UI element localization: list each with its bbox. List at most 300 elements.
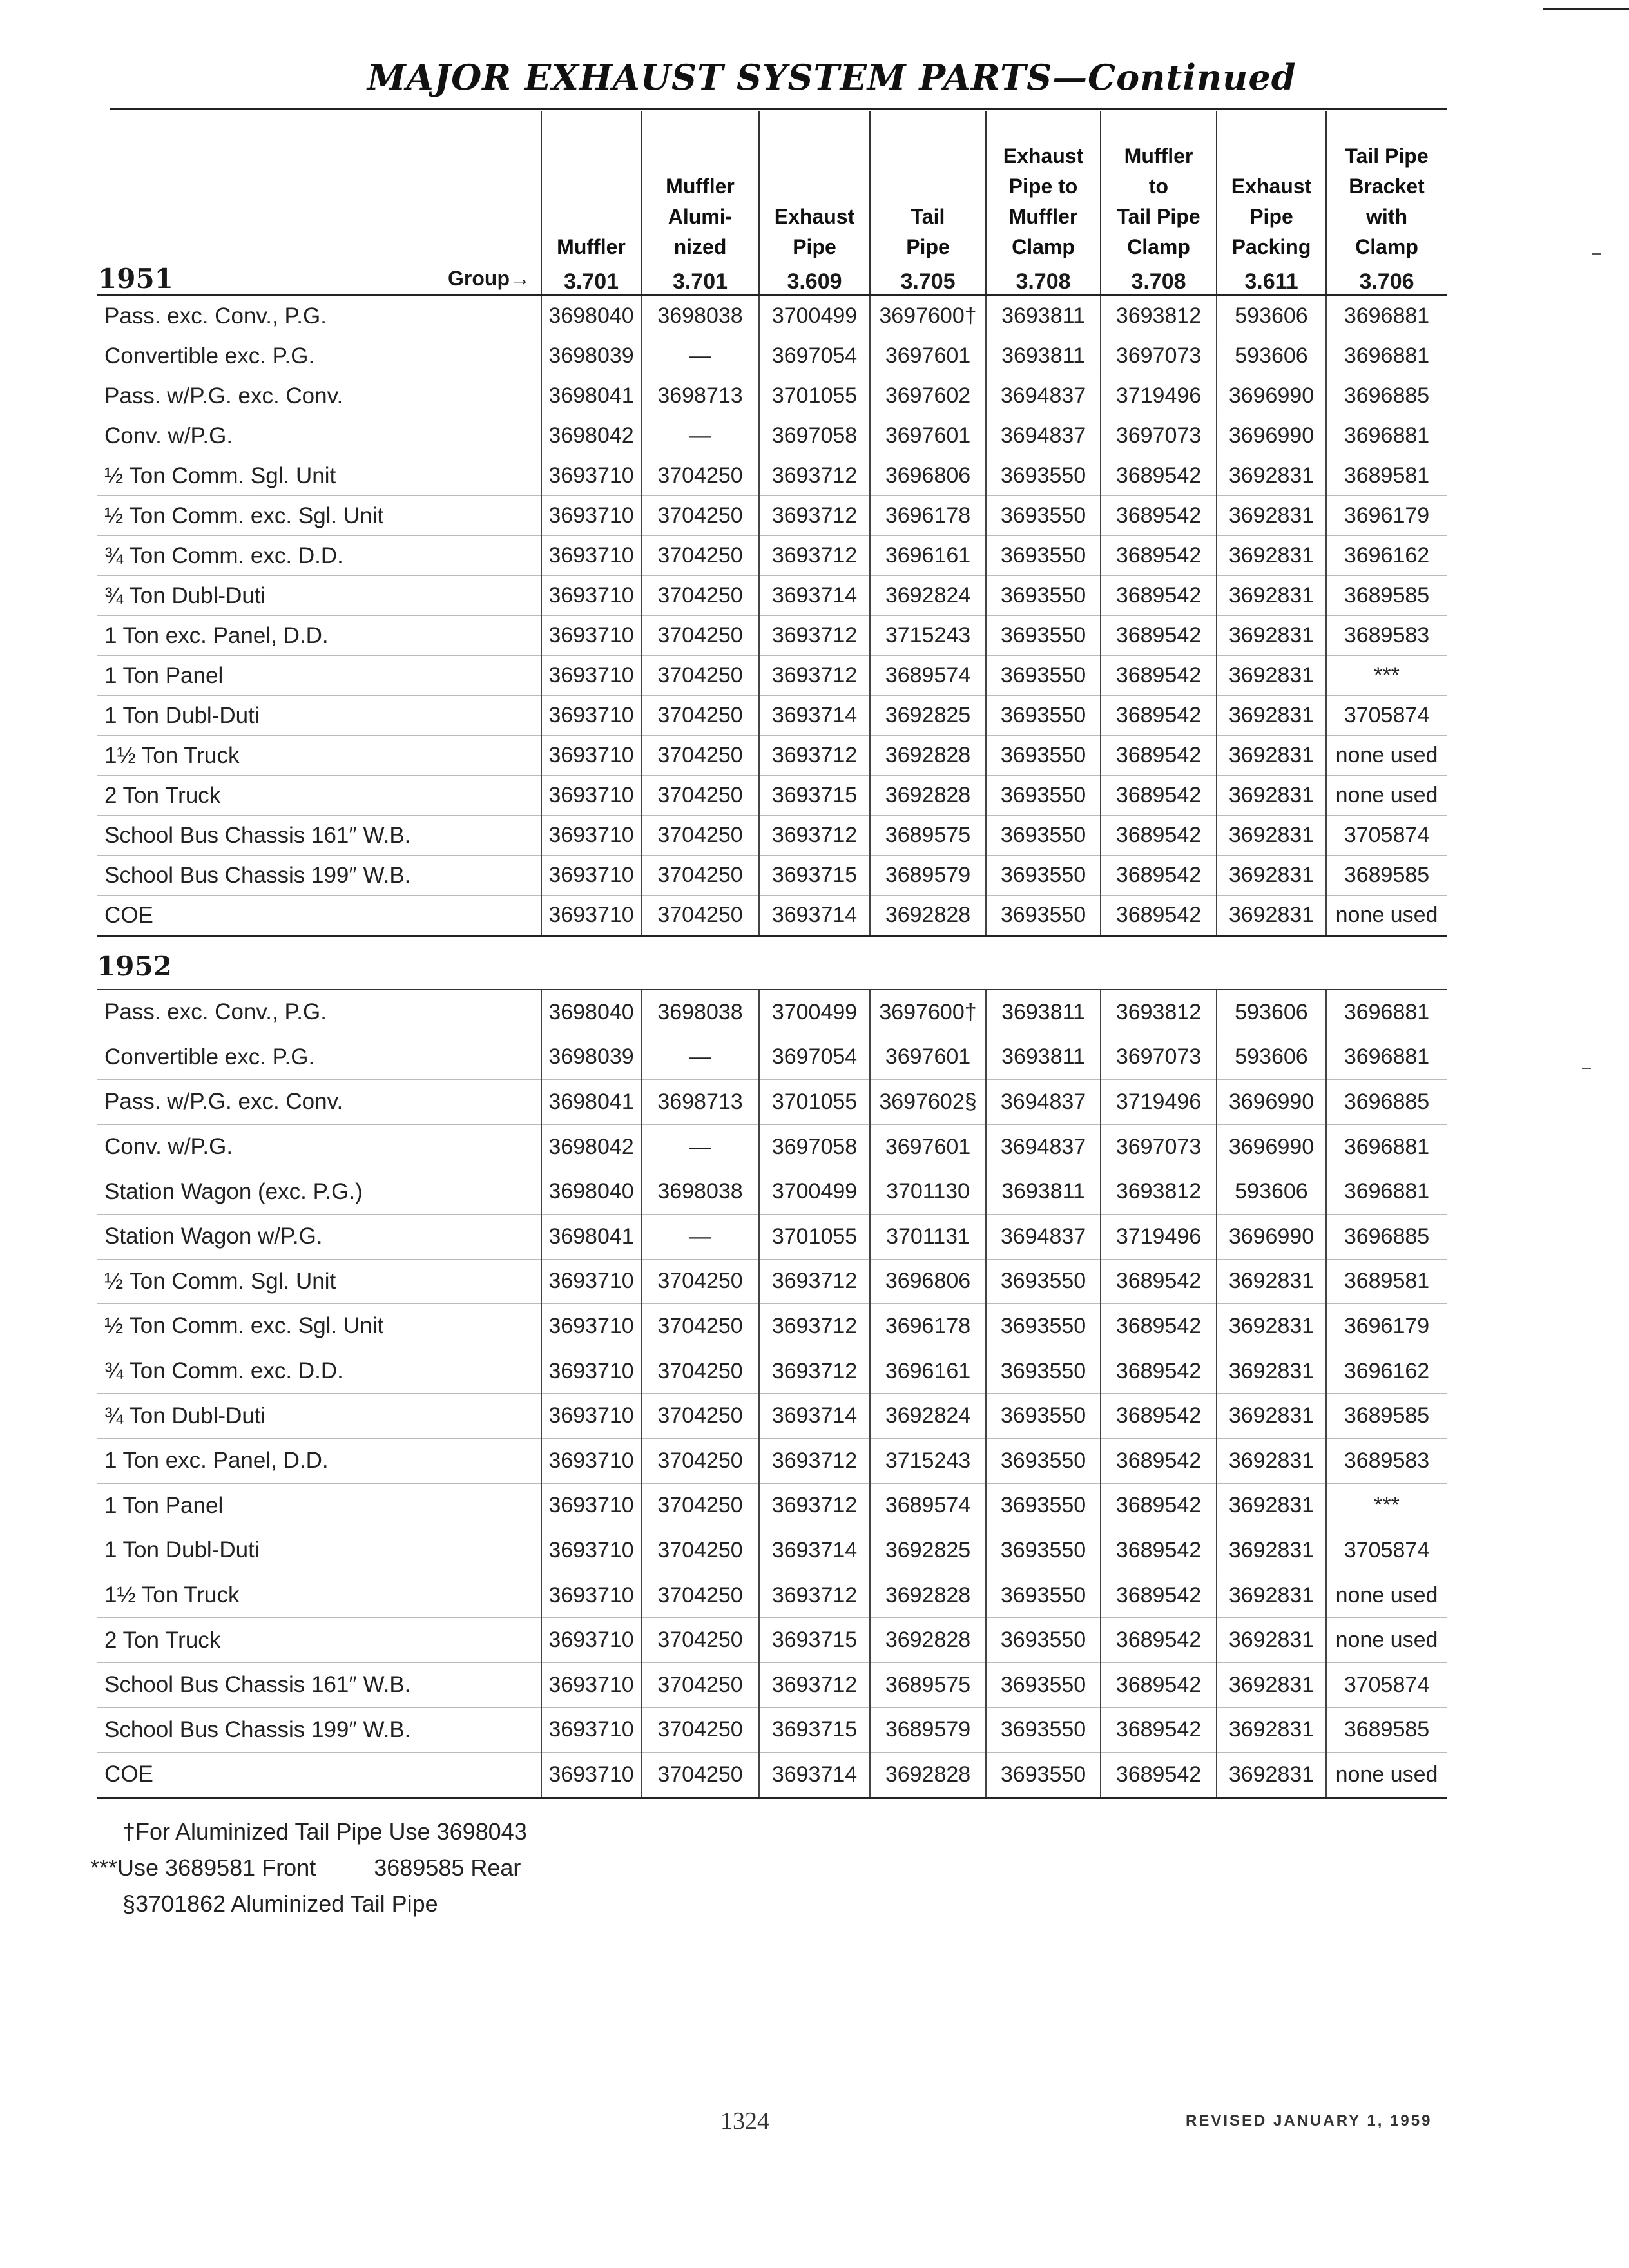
- part-number-cell: 3696162: [1326, 536, 1447, 576]
- part-number-cell: 3696885: [1326, 1080, 1447, 1125]
- part-number-cell: 3696162: [1326, 1349, 1447, 1394]
- part-number-cell: 3704250: [641, 1394, 759, 1439]
- part-number-cell: 3693714: [759, 1753, 870, 1798]
- part-number-cell: 3693710: [541, 656, 641, 696]
- part-number-cell: 3704250: [641, 1618, 759, 1663]
- column-header-line: Tail Pipe: [1117, 205, 1200, 228]
- part-number-cell: 3693550: [986, 536, 1101, 576]
- part-number-cell: 3693550: [986, 656, 1101, 696]
- part-number-cell: 3698040: [541, 296, 641, 336]
- table-body-1952: [97, 990, 1447, 1798]
- row-label: Convertible exc. P.G.: [97, 1035, 541, 1080]
- part-number-cell: 3693710: [541, 736, 641, 776]
- part-number-cell: 3689585: [1326, 1394, 1447, 1439]
- part-number-cell: 3693550: [986, 1483, 1101, 1528]
- part-number-cell: 3693710: [541, 1618, 641, 1663]
- part-number-cell: 3693550: [986, 1528, 1101, 1573]
- part-number-cell: 3693710: [541, 536, 641, 576]
- part-number-cell: 3696881: [1326, 336, 1447, 376]
- part-number-cell: none used: [1326, 776, 1447, 816]
- part-number-cell: 3692825: [870, 1528, 986, 1573]
- part-number-cell: 3704250: [641, 1528, 759, 1573]
- part-number-cell: 3693550: [986, 856, 1101, 896]
- part-number-cell: 3697054: [759, 1035, 870, 1080]
- title-rule: [110, 108, 1447, 110]
- part-number-cell: 3693712: [759, 1304, 870, 1349]
- part-number-cell: 3697073: [1101, 1035, 1217, 1080]
- part-number-cell: 3693811: [986, 990, 1101, 1035]
- part-number-cell: 3697600†: [870, 990, 986, 1035]
- part-number-cell: 3692831: [1217, 1304, 1326, 1349]
- part-number-cell: 3693550: [986, 1753, 1101, 1798]
- part-number-cell: 3693710: [541, 1573, 641, 1618]
- column-header-line: Exhaust: [1231, 175, 1312, 198]
- part-number-cell: 3689542: [1101, 616, 1217, 656]
- row-label: Station Wagon (exc. P.G.): [97, 1169, 541, 1215]
- part-number-cell: 3693710: [541, 856, 641, 896]
- row-label: School Bus Chassis 199″ W.B.: [97, 1707, 541, 1753]
- group-number: 3.705: [870, 262, 986, 296]
- part-number-cell: 3693550: [986, 1304, 1101, 1349]
- part-number-cell: 3698038: [641, 296, 759, 336]
- row-label: 1 Ton Panel: [97, 1483, 541, 1528]
- part-number-cell: 3696881: [1326, 990, 1447, 1035]
- part-number-cell: 3704250: [641, 1662, 759, 1707]
- row-label: 1 Ton Dubl-Duti: [97, 696, 541, 736]
- column-header-line: Pipe: [793, 235, 836, 258]
- part-number-cell: 3693714: [759, 1528, 870, 1573]
- part-number-cell: 3696990: [1217, 1124, 1326, 1169]
- table-row: [97, 616, 1447, 656]
- table-row: [97, 336, 1447, 376]
- part-number-cell: 3693710: [541, 696, 641, 736]
- column-header-line: nized: [673, 235, 727, 258]
- table-row: [97, 576, 1447, 616]
- part-number-cell: 3694837: [986, 1080, 1101, 1125]
- part-number-cell: 3693550: [986, 496, 1101, 536]
- part-number-cell: 3700499: [759, 990, 870, 1035]
- page-title: MAJOR EXHAUST SYSTEM PARTS—Continued: [367, 57, 1296, 98]
- column-header-line: Pipe to: [1008, 175, 1078, 198]
- part-number-cell: 3697058: [759, 416, 870, 456]
- part-number-cell: 3689542: [1101, 1304, 1217, 1349]
- row-label: 1 Ton exc. Panel, D.D.: [97, 616, 541, 656]
- group-number: 3.706: [1326, 262, 1447, 296]
- part-number-cell: 3704250: [641, 536, 759, 576]
- part-number-cell: 3715243: [870, 616, 986, 656]
- table-row: [97, 1349, 1447, 1394]
- column-header-line: Muffler: [666, 175, 735, 198]
- part-number-cell: 3704250: [641, 456, 759, 496]
- group-number: 3.611: [1217, 262, 1326, 296]
- part-number-cell: 3692831: [1217, 536, 1326, 576]
- table-row: [97, 736, 1447, 776]
- table-row: [97, 1707, 1447, 1753]
- column-header-line: Pipe: [1249, 205, 1293, 228]
- part-number-cell: 3704250: [641, 1753, 759, 1798]
- part-number-cell: 3697602§: [870, 1080, 986, 1125]
- part-number-cell: 3689574: [870, 656, 986, 696]
- part-number-cell: 3705874: [1326, 1662, 1447, 1707]
- column-header-line: Clamp: [1012, 235, 1075, 258]
- part-number-cell: 3698713: [641, 376, 759, 416]
- column-header-line: Pipe: [906, 235, 950, 258]
- part-number-cell: 3693710: [541, 776, 641, 816]
- part-number-cell: 3692831: [1217, 1483, 1326, 1528]
- part-number-cell: 3696161: [870, 1349, 986, 1394]
- parts-table-1951: [97, 111, 1447, 937]
- part-number-cell: 3693550: [986, 456, 1101, 496]
- part-number-cell: 3697601: [870, 416, 986, 456]
- group-number: 3.609: [759, 262, 870, 296]
- column-header: [759, 111, 870, 262]
- part-number-cell: 3689542: [1101, 896, 1217, 936]
- part-number-cell: none used: [1326, 1573, 1447, 1618]
- part-number-cell: 3692831: [1217, 776, 1326, 816]
- part-number-cell: 3692828: [870, 896, 986, 936]
- part-number-cell: 3693712: [759, 536, 870, 576]
- revision-date: REVISED JANUARY 1, 1959: [1186, 2112, 1432, 2129]
- part-number-cell: 3689542: [1101, 1707, 1217, 1753]
- part-number-cell: 3693710: [541, 1707, 641, 1753]
- row-label: 1 Ton Panel: [97, 656, 541, 696]
- part-number-cell: 3704250: [641, 1304, 759, 1349]
- footnote-triple-star: [90, 1854, 521, 1881]
- column-header-row: [97, 111, 1447, 262]
- part-number-cell: 3693550: [986, 1662, 1101, 1707]
- part-number-cell: 3692831: [1217, 576, 1326, 616]
- part-number-cell: 3692831: [1217, 1394, 1326, 1439]
- column-header-line: Alumi-: [668, 205, 733, 228]
- row-label: 1½ Ton Truck: [97, 736, 541, 776]
- part-number-cell: 3693714: [759, 576, 870, 616]
- part-number-cell: ***: [1326, 1483, 1447, 1528]
- part-number-cell: 3698713: [641, 1080, 759, 1125]
- part-number-cell: 3694837: [986, 376, 1101, 416]
- margin-mark: [1592, 253, 1601, 255]
- part-number-cell: 3692824: [870, 1394, 986, 1439]
- part-number-cell: 3693812: [1101, 990, 1217, 1035]
- part-number-cell: 593606: [1217, 336, 1326, 376]
- part-number-cell: 3694837: [986, 416, 1101, 456]
- part-number-cell: 3689575: [870, 1662, 986, 1707]
- corner-rule: [1543, 8, 1629, 10]
- group-number: 3.708: [986, 262, 1101, 296]
- part-number-cell: 3694837: [986, 1124, 1101, 1169]
- part-number-cell: 3693812: [1101, 296, 1217, 336]
- table-row: [97, 1662, 1447, 1707]
- part-number-cell: 3693715: [759, 776, 870, 816]
- row-label: Pass. exc. Conv., P.G.: [97, 990, 541, 1035]
- part-number-cell: 3689542: [1101, 496, 1217, 536]
- part-number-cell: 3693550: [986, 1573, 1101, 1618]
- table-row: [97, 696, 1447, 736]
- part-number-cell: 3692828: [870, 736, 986, 776]
- part-number-cell: 3692831: [1217, 896, 1326, 936]
- part-number-cell: 3689542: [1101, 816, 1217, 856]
- part-number-cell: 3692824: [870, 576, 986, 616]
- part-number-cell: 3692831: [1217, 1349, 1326, 1394]
- part-number-cell: 3693550: [986, 1707, 1101, 1753]
- part-number-cell: 3689542: [1101, 776, 1217, 816]
- table-row: [97, 816, 1447, 856]
- part-number-cell: 3697601: [870, 336, 986, 376]
- part-number-cell: 3693550: [986, 736, 1101, 776]
- part-number-cell: 3692831: [1217, 1753, 1326, 1798]
- row-label: ½ Ton Comm. Sgl. Unit: [97, 456, 541, 496]
- part-number-cell: —: [641, 1035, 759, 1080]
- table-row: [97, 856, 1447, 896]
- part-number-cell: 3697073: [1101, 1124, 1217, 1169]
- part-number-cell: none used: [1326, 1753, 1447, 1798]
- part-number-cell: 3694837: [986, 1214, 1101, 1259]
- part-number-cell: 3692828: [870, 1753, 986, 1798]
- table-row: [97, 656, 1447, 696]
- column-header-line: with: [1366, 205, 1407, 228]
- part-number-cell: 3696881: [1326, 416, 1447, 456]
- part-number-cell: —: [641, 1214, 759, 1259]
- part-number-cell: 3689575: [870, 816, 986, 856]
- table-row: [97, 496, 1447, 536]
- part-number-cell: 3696990: [1217, 1214, 1326, 1259]
- part-number-cell: 3692831: [1217, 856, 1326, 896]
- part-number-cell: 3692831: [1217, 656, 1326, 696]
- row-label: Pass. exc. Conv., P.G.: [97, 296, 541, 336]
- part-number-cell: 3693811: [986, 1169, 1101, 1215]
- table-row: [97, 1573, 1447, 1618]
- part-number-cell: 3693712: [759, 1483, 870, 1528]
- column-header-line: Exhaust: [774, 205, 855, 228]
- group-number: 3.701: [541, 262, 641, 296]
- part-number-cell: 3701055: [759, 1080, 870, 1125]
- part-number-cell: 3693550: [986, 896, 1101, 936]
- part-number-cell: 3689542: [1101, 696, 1217, 736]
- part-number-cell: 3693710: [541, 1438, 641, 1483]
- row-label: ¾ Ton Comm. exc. D.D.: [97, 1349, 541, 1394]
- part-number-cell: 3698038: [641, 990, 759, 1035]
- part-number-cell: 3692831: [1217, 456, 1326, 496]
- part-number-cell: 3704250: [641, 696, 759, 736]
- column-header: [641, 111, 759, 262]
- part-number-cell: 3704250: [641, 856, 759, 896]
- part-number-cell: 3701130: [870, 1169, 986, 1215]
- part-number-cell: 3692831: [1217, 1618, 1326, 1663]
- row-label: ¾ Ton Dubl-Duti: [97, 1394, 541, 1439]
- part-number-cell: 3692828: [870, 1573, 986, 1618]
- part-number-cell: 3693550: [986, 816, 1101, 856]
- part-number-cell: 3705874: [1326, 1528, 1447, 1573]
- part-number-cell: 3692825: [870, 696, 986, 736]
- part-number-cell: 3696990: [1217, 416, 1326, 456]
- column-header-line: Clamp: [1127, 235, 1190, 258]
- part-number-cell: 3696161: [870, 536, 986, 576]
- part-number-cell: 3692831: [1217, 736, 1326, 776]
- part-number-cell: 3693712: [759, 1662, 870, 1707]
- row-label: ½ Ton Comm. exc. Sgl. Unit: [97, 1304, 541, 1349]
- table-row: [97, 416, 1447, 456]
- part-number-cell: 3698041: [541, 376, 641, 416]
- part-number-cell: 3704250: [641, 736, 759, 776]
- part-number-cell: 3698039: [541, 1035, 641, 1080]
- part-number-cell: 3696178: [870, 1304, 986, 1349]
- part-number-cell: 3697601: [870, 1124, 986, 1169]
- row-label: Conv. w/P.G.: [97, 416, 541, 456]
- part-number-cell: 3697054: [759, 336, 870, 376]
- part-number-cell: 3693710: [541, 1662, 641, 1707]
- column-header-line: Clamp: [1355, 235, 1418, 258]
- part-number-cell: 3693811: [986, 296, 1101, 336]
- part-number-cell: 3693714: [759, 696, 870, 736]
- part-number-cell: 3693811: [986, 1035, 1101, 1080]
- column-header: [986, 111, 1101, 262]
- part-number-cell: 3693710: [541, 1483, 641, 1528]
- part-number-cell: none used: [1326, 1618, 1447, 1663]
- part-number-cell: 3689542: [1101, 1438, 1217, 1483]
- part-number-cell: 3689583: [1326, 1438, 1447, 1483]
- part-number-cell: 3719496: [1101, 376, 1217, 416]
- year-label: 1951: [98, 263, 173, 294]
- column-header-line: Tail: [911, 205, 945, 228]
- part-number-cell: 3693811: [986, 336, 1101, 376]
- table-row: [97, 1483, 1447, 1528]
- row-label: ¾ Ton Comm. exc. D.D.: [97, 536, 541, 576]
- part-number-cell: 3693550: [986, 1349, 1101, 1394]
- part-number-cell: 3689542: [1101, 1349, 1217, 1394]
- part-number-cell: 3689542: [1101, 1483, 1217, 1528]
- year-heading-1952: 1952: [97, 950, 172, 982]
- part-number-cell: 3693550: [986, 696, 1101, 736]
- column-header: [1101, 111, 1217, 262]
- part-number-cell: ***: [1326, 656, 1447, 696]
- part-number-cell: 3697601: [870, 1035, 986, 1080]
- part-number-cell: 3696881: [1326, 1124, 1447, 1169]
- part-number-cell: 3689579: [870, 856, 986, 896]
- table-row: [97, 1169, 1447, 1215]
- part-number-cell: 3704250: [641, 1349, 759, 1394]
- part-number-cell: 3696179: [1326, 496, 1447, 536]
- table-row: [97, 1618, 1447, 1663]
- part-number-cell: 3692831: [1217, 1438, 1326, 1483]
- part-number-cell: 3698041: [541, 1080, 641, 1125]
- row-label: 2 Ton Truck: [97, 776, 541, 816]
- group-label: Group→: [448, 267, 530, 290]
- table-row: [97, 1214, 1447, 1259]
- part-number-cell: 3696885: [1326, 1214, 1447, 1259]
- table-row: [97, 456, 1447, 496]
- part-number-cell: 3704250: [641, 1438, 759, 1483]
- part-number-cell: 3696881: [1326, 296, 1447, 336]
- part-number-cell: 3719496: [1101, 1080, 1217, 1125]
- part-number-cell: 3701055: [759, 376, 870, 416]
- group-row: [97, 262, 1447, 296]
- part-number-cell: 3696806: [870, 456, 986, 496]
- part-number-cell: 3692828: [870, 1618, 986, 1663]
- row-label: 1½ Ton Truck: [97, 1573, 541, 1618]
- row-label: Convertible exc. P.G.: [97, 336, 541, 376]
- part-number-cell: 3704250: [641, 576, 759, 616]
- part-number-cell: 3689542: [1101, 1394, 1217, 1439]
- table-row: [97, 1259, 1447, 1304]
- row-label: COE: [97, 1753, 541, 1798]
- column-header-line: Muffler: [1008, 205, 1078, 228]
- footnote-section: §3701862 Aluminized Tail Pipe: [122, 1890, 438, 1917]
- part-number-cell: 3693712: [759, 736, 870, 776]
- part-number-cell: 3696806: [870, 1259, 986, 1304]
- part-number-cell: 3689581: [1326, 1259, 1447, 1304]
- part-number-cell: 3693812: [1101, 1169, 1217, 1215]
- part-number-cell: 593606: [1217, 296, 1326, 336]
- part-number-cell: 3693715: [759, 1707, 870, 1753]
- column-header: [1217, 111, 1326, 262]
- footnote-dagger: †For Aluminized Tail Pipe Use 3698043: [122, 1818, 527, 1845]
- part-number-cell: 3689574: [870, 1483, 986, 1528]
- table-row: [97, 1528, 1447, 1573]
- part-number-cell: 593606: [1217, 1035, 1326, 1080]
- part-number-cell: 3696885: [1326, 376, 1447, 416]
- part-number-cell: 3704250: [641, 1259, 759, 1304]
- part-number-cell: 3689542: [1101, 1528, 1217, 1573]
- table-row: [97, 536, 1447, 576]
- part-number-cell: 3689542: [1101, 456, 1217, 496]
- part-number-cell: 3693712: [759, 616, 870, 656]
- part-number-cell: 3692831: [1217, 816, 1326, 856]
- column-header: [1326, 111, 1447, 262]
- row-label: School Bus Chassis 199″ W.B.: [97, 856, 541, 896]
- part-number-cell: 3696881: [1326, 1035, 1447, 1080]
- part-number-cell: 3698039: [541, 336, 641, 376]
- part-number-cell: 3693710: [541, 616, 641, 656]
- header-spacer: [97, 111, 541, 262]
- part-number-cell: 3698038: [641, 1169, 759, 1215]
- table-row: [97, 1124, 1447, 1169]
- part-number-cell: 3693712: [759, 656, 870, 696]
- row-label: Conv. w/P.G.: [97, 1124, 541, 1169]
- part-number-cell: 3693710: [541, 1349, 641, 1394]
- column-header: [541, 111, 641, 262]
- part-number-cell: 3693550: [986, 1394, 1101, 1439]
- part-number-cell: 3696990: [1217, 376, 1326, 416]
- part-number-cell: 3705874: [1326, 816, 1447, 856]
- part-number-cell: 3698042: [541, 1124, 641, 1169]
- part-number-cell: 3693712: [759, 496, 870, 536]
- part-number-cell: 3704250: [641, 496, 759, 536]
- part-number-cell: 3693712: [759, 1349, 870, 1394]
- part-number-cell: 3689542: [1101, 1573, 1217, 1618]
- part-number-cell: 3692828: [870, 776, 986, 816]
- part-number-cell: 3689542: [1101, 1753, 1217, 1798]
- part-number-cell: 3704250: [641, 1483, 759, 1528]
- part-number-cell: 3697073: [1101, 336, 1217, 376]
- footnote-front: ***Use 3689581 Front: [90, 1854, 316, 1881]
- parts-table-1952: [97, 989, 1447, 1799]
- part-number-cell: 3689579: [870, 1707, 986, 1753]
- part-number-cell: 3689583: [1326, 616, 1447, 656]
- table-row: [97, 990, 1447, 1035]
- part-number-cell: 3696178: [870, 496, 986, 536]
- part-number-cell: 3697602: [870, 376, 986, 416]
- part-number-cell: 3698040: [541, 1169, 641, 1215]
- part-number-cell: 3698042: [541, 416, 641, 456]
- part-number-cell: 3692831: [1217, 696, 1326, 736]
- part-number-cell: 3696881: [1326, 1169, 1447, 1215]
- row-label: 1 Ton exc. Panel, D.D.: [97, 1438, 541, 1483]
- part-number-cell: 3693712: [759, 816, 870, 856]
- column-header-line: Muffler: [1124, 144, 1193, 168]
- row-label: COE: [97, 896, 541, 936]
- column-header-line: Exhaust: [1003, 144, 1084, 168]
- part-number-cell: 3693710: [541, 816, 641, 856]
- table-row: [97, 776, 1447, 816]
